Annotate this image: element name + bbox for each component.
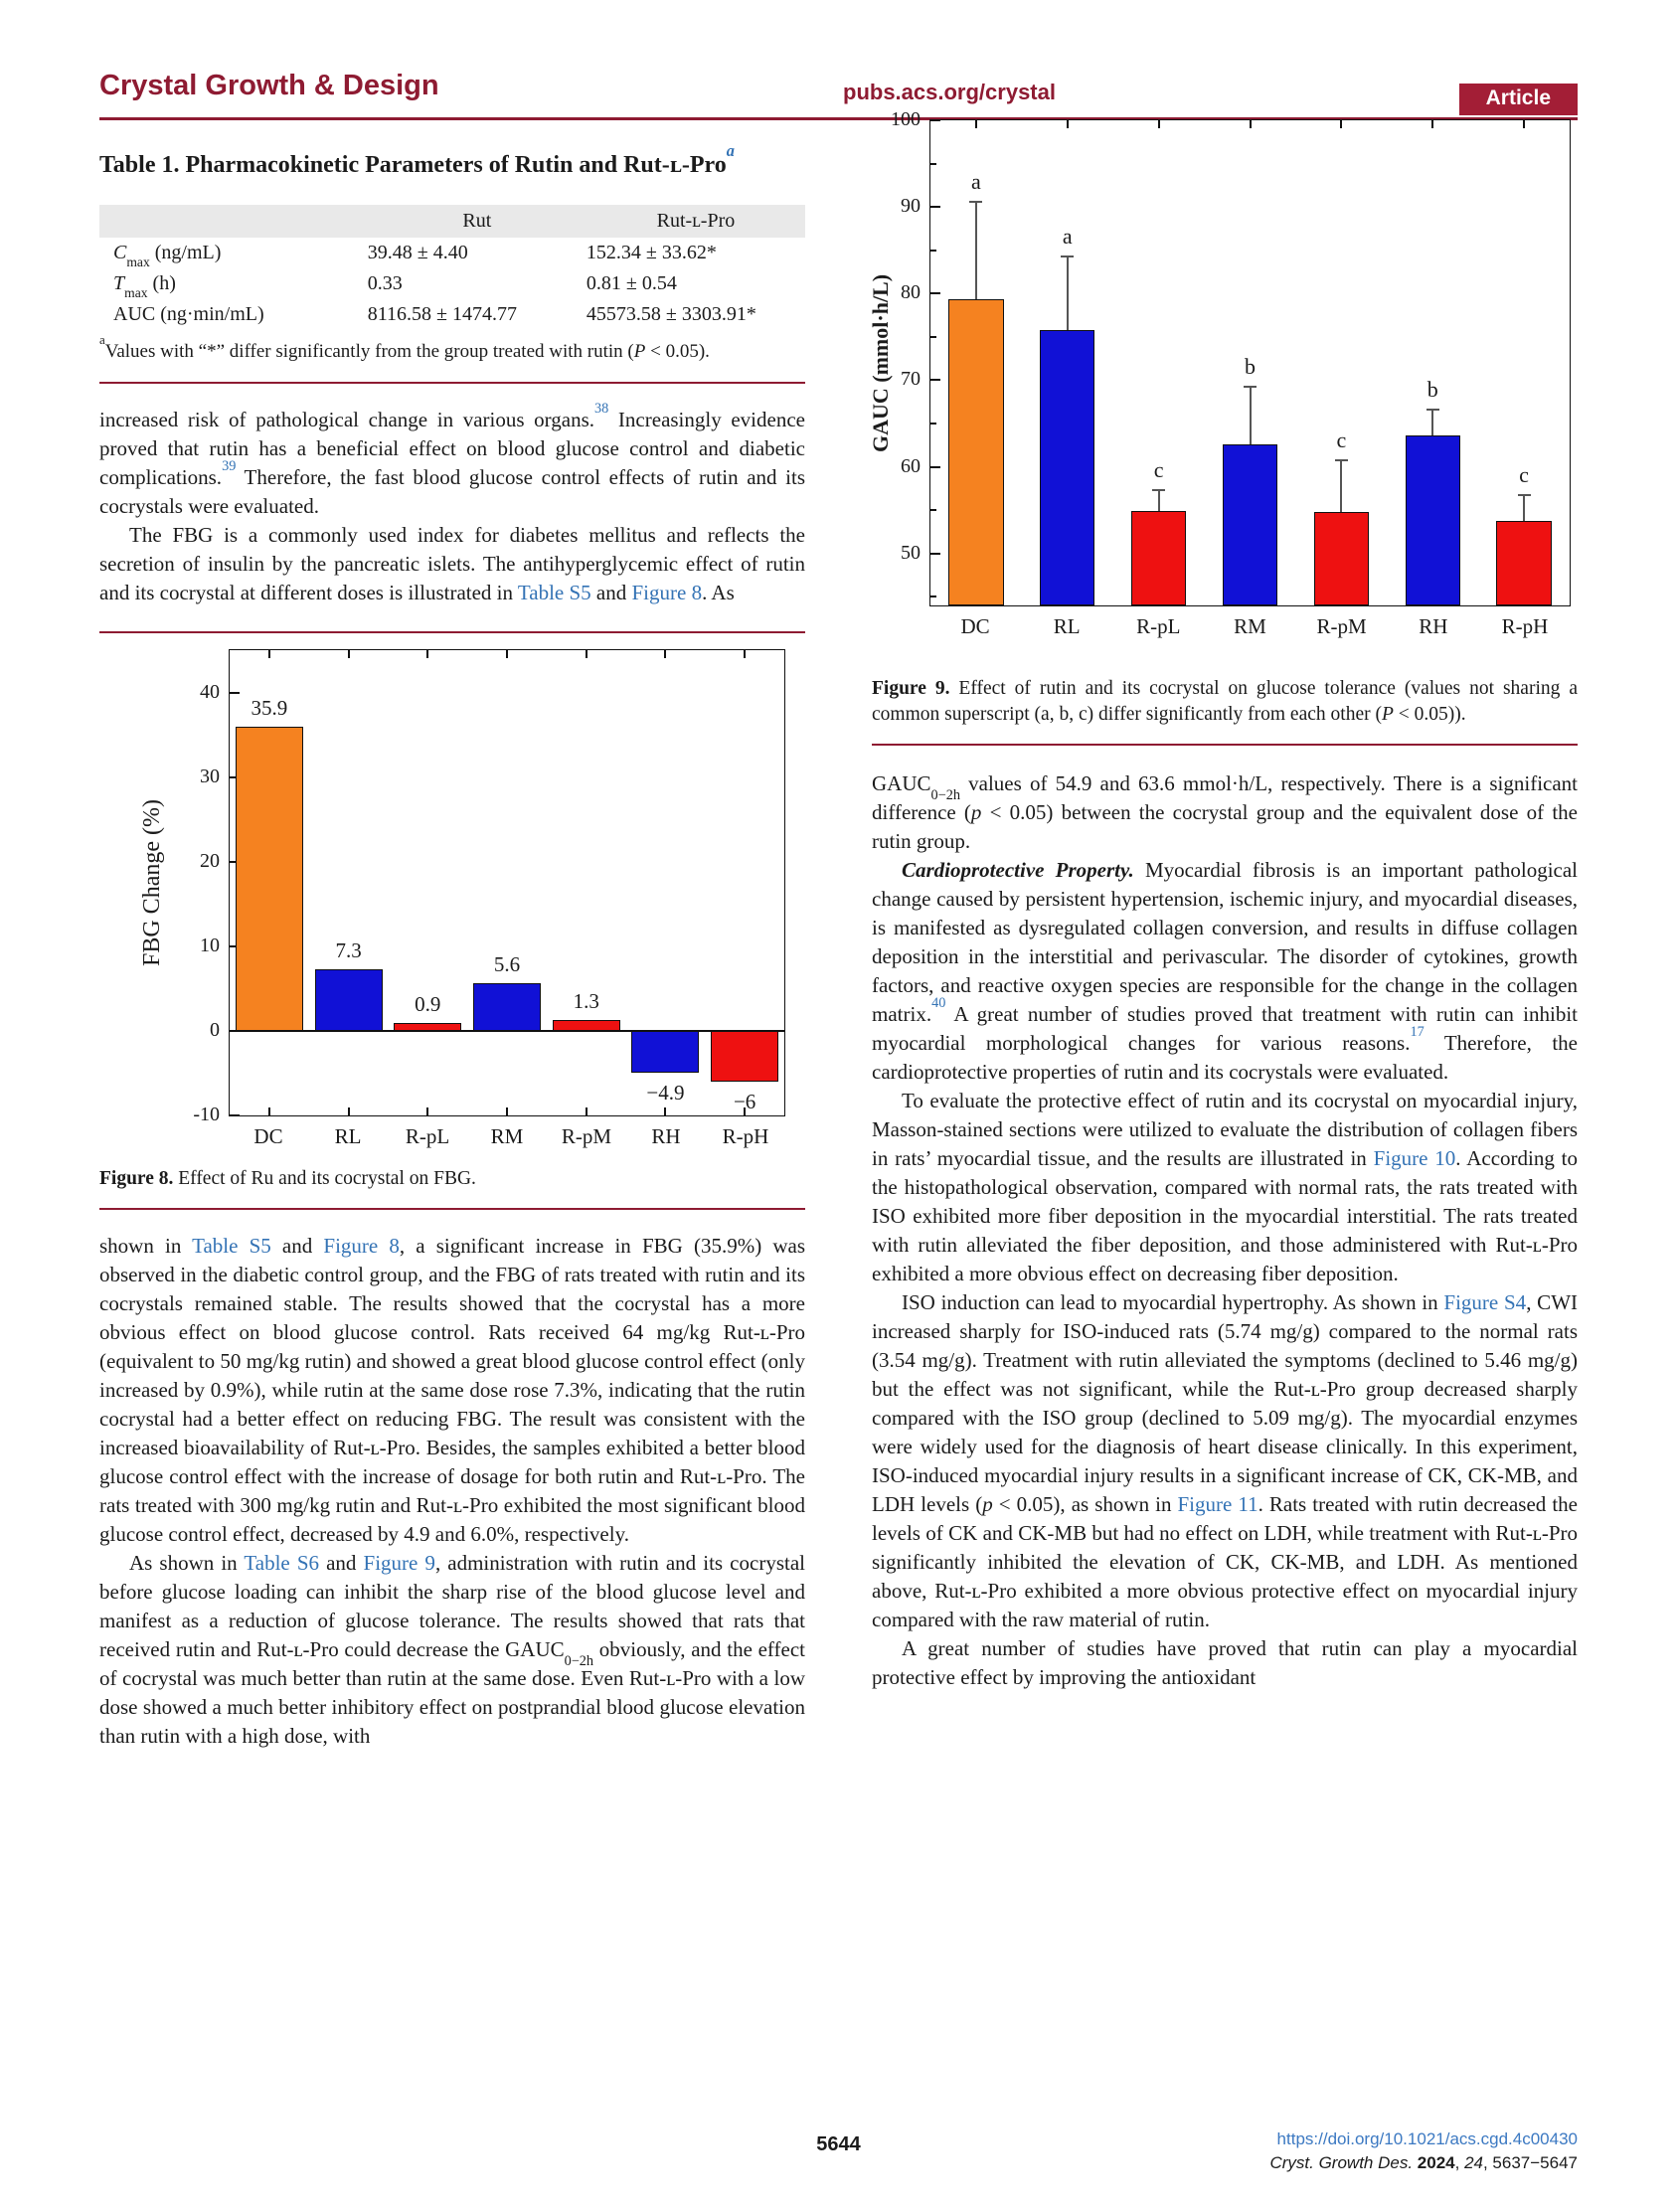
right-column [868, 108, 1579, 1692]
x-category-label: RM [490, 1124, 524, 1148]
bar-DC [948, 299, 1003, 605]
y-tick-label: 40 [200, 680, 220, 703]
paragraph: ISO induction can lead to myocardial hypertrophy. As shown in Figure S4, CWI increased sharply for ISO-induced rats (5.74 mg/g) compared to the normal rats (3.54 mg/g). Treatment with rutin alleviated the symptoms (declined to 5.46 mg/g) but the effect was not significant, while the Rut-ʟ-Pro group decreased sharply compared with the ISO group (declined to 5.09 mg/g). The myocardial enzymes were widely used for the diagnosis of heart disease clinically. In this experiment, ISO-induced myocardial injury results in a significant increase of CK, CK-MB, and LDH levels (p < 0.05), as shown in Figure 11. Rats treated with rutin decreased the levels of CK and CK-MB but had no effect on LDH, while treatment with Rut-ʟ-Pro significantly inhibited the elevation of CK, CK-MB, and LDH. As mentioned above, Rut-ʟ-Pro exhibited a more obvious protective effect on myocardial injury compared with the raw material of rutin. [872, 1290, 1579, 1631]
bar-value-label: 0.9 [415, 992, 441, 1017]
bar-RH [631, 1031, 699, 1073]
param-tmax: $T_{max}$ (h) [113, 272, 176, 301]
param-cmax: $C_{max}$ (ng/mL) [113, 242, 222, 270]
significance-letter: a [971, 168, 981, 194]
y-tick-label: 30 [200, 765, 220, 787]
doi-link[interactable]: https://doi.org/10.1021/acs.cgd.4c00430 [1276, 2129, 1578, 2148]
significance-letter: c [1336, 427, 1347, 453]
y-tick-label: 100 [891, 108, 921, 130]
figure9-chart [868, 108, 1578, 662]
paragraph: $GAUC_{0-2h}$ values of 54.9 and 63.6 mmol·h/L, respectively. There is a significant difference (p < 0.05) between the cocrystal group and the equivalent dose of the rutin group. [872, 771, 1578, 853]
bar-RL [315, 969, 383, 1031]
x-category-label: R-pM [1316, 614, 1367, 638]
significance-letter: b [1245, 353, 1256, 379]
x-category-label: RM [1234, 614, 1266, 638]
table1-row [99, 299, 805, 330]
journal-url[interactable]: pubs.acs.org/crystal [843, 80, 1056, 104]
figure8-caption: Figure 8. Effect of Ru and its cocrystal on FBG. [99, 1168, 476, 1189]
value-auc-rut: 8116.58 ± 1474.77 [367, 303, 518, 325]
y-tick-label: -10 [193, 1104, 220, 1125]
journal-title: Crystal Growth & Design [99, 70, 439, 101]
paragraph: As shown in Table S6 and Figure 9, administration with rutin and its cocrystal before glucose loading can inhibit the sharp rise of the blood glucose level and manifest as a reduction of glucose tolerance. The results showed that rats that received rutin and Rut-ʟ-Pro could decrease the $GAUC_{0-2h}$ obviously, and the effect of cocrystal was much better than rutin at the same dose. Even Rut-ʟ-Pro with a low dose showed a much better inhibitory effect on postprandial blood glucose elevation than rutin with a high dose, with [99, 1551, 805, 1748]
paragraph: To evaluate the protective effect of rutin and its cocrystal on myocardial injury, Masson-stained sections were utilized to evaluate the distribution of collagen fibers in rats’ myocardial tissue, and the results are illustrated in Figure 10. According to the histopathological observation, compared with normal rats, the rats treated with ISO exhibited more fiber deposition in the myocardial interstitial. The rats treated with rutin alleviated the fiber deposition, and those administered with Rut-ʟ-Pro exhibited a more obvious effect on decreasing fiber deposition. [872, 1089, 1579, 1285]
footer-citation-block [1269, 2127, 1578, 2175]
param-auc: AUC (ng·min/mL) [113, 303, 264, 325]
bar-value-label: 5.6 [493, 952, 521, 977]
bar-value-label: −4.9 [646, 1080, 685, 1105]
y-tick-label: 20 [200, 849, 220, 872]
table1-footnote: $^a$Values with “*” differ significantly from the group treated with rutin (P < 0.05). [99, 331, 710, 362]
significance-letter: c [1519, 462, 1529, 488]
table1-title: Table 1. Pharmacokinetic Parameters of Rutin and Rut-ʟ-Pro$^a$ [99, 140, 735, 178]
value-cmax-rut: 39.48 ± 4.40 [367, 242, 468, 263]
value-cmax-pro: 152.34 ± 33.62* [586, 242, 717, 263]
figure9-caption: Figure 9. Effect of rutin and its cocrystal on glucose tolerance (values not sharing a common superscript (a, b, c) differ significantly from each other (P < 0.05)). [872, 678, 1578, 725]
figure8-y-axis-label: FBG Change (%) [139, 799, 165, 966]
paragraph: shown in Table S5 and Figure 8, a significant increase in FBG (35.9%) was observed in the diabetic control group, and the FBG of rats treated with rutin and its cocrystals remained stable. The results showed that the cocrystal has a more obvious effect on blood glucose control. Rats received 64 mg/kg Rut-ʟ-Pro (equivalent to 50 mg/kg rutin) and showed a great blood glucose control effect (only increased by 0.9%), while rutin at the same dose rose 7.3%, indicating that the rutin cocrystal had a better effect on reducing FBG. The result was consistent with the increased bioavailability of Rut-ʟ-Pro. Besides, the samples exhibited a better blood glucose control effect with the increase of dosage for both rutin and Rut-ʟ-Pro. The rats treated with 300 mg/kg rutin and Rut-ʟ-Pro exhibited the most significant blood glucose control effect, decreased by 4.9 and 6.0%, respectively. [99, 1234, 805, 1546]
bar-R-pM [1314, 512, 1369, 605]
table1-header-row [99, 205, 805, 238]
paragraph: increased risk of pathological change in various organs.$^{38}$ Increasingly evidence proved that rutin has a beneficial effect on blood glucose control and diabetic complications.$^{39}$ Therefore, the fast blood glucose control effects of rutin and its cocrystals were evaluated. [99, 400, 805, 518]
page-number: 5644 [816, 2133, 861, 2155]
table1 [99, 205, 805, 330]
significance-letter: a [1062, 223, 1073, 249]
y-tick-label: 60 [901, 454, 921, 477]
paragraph: A great number of studies have proved that rutin can play a myocardial protective effect by improving the antioxidant [872, 1636, 1578, 1689]
figure9-plot-area [891, 108, 1571, 606]
figure-rule [872, 744, 1578, 746]
x-category-label: DC [253, 1124, 283, 1148]
y-tick-label: 10 [200, 934, 220, 956]
x-category-label: RL [1053, 614, 1081, 638]
bar-RL [1040, 330, 1094, 605]
x-category-label: R-pL [1136, 614, 1181, 638]
article-badge: Article [1459, 84, 1578, 115]
x-category-label: R-pH [1501, 614, 1549, 638]
y-tick-label: 50 [901, 541, 921, 564]
figure8-chart [99, 649, 805, 1166]
table1-header-rut: Rut [462, 210, 492, 232]
x-category-label: R-pH [722, 1124, 769, 1148]
y-tick-label: 70 [901, 368, 921, 391]
value-tmax-pro: 0.81 ± 0.54 [586, 272, 677, 294]
value-tmax-rut: 0.33 [367, 272, 403, 294]
bar-R-pH [711, 1031, 778, 1082]
table1-header-pro: Rut-ʟ-Pro [656, 210, 736, 232]
y-tick-label: 80 [901, 281, 921, 304]
bar-value-label: −6 [733, 1089, 756, 1113]
x-category-label: DC [960, 614, 990, 638]
bar-RM [473, 983, 541, 1031]
section-rule [99, 382, 805, 384]
left-column [99, 140, 805, 1751]
significance-letter: b [1426, 377, 1438, 403]
table1-row [99, 238, 805, 268]
bar-value-label: 7.3 [335, 937, 362, 962]
paragraph: The FBG is a commonly used index for diabetes mellitus and reflects the secretion of insulin by the pancreatic islets. The antihyperglycemic effect of rutin and its cocrystal at different doses is illustrated in Table S5 and Figure 8. As [99, 523, 805, 604]
x-category-label: RH [1419, 614, 1448, 638]
bar-value-label: 35.9 [251, 696, 288, 721]
x-category-label: RH [651, 1124, 681, 1148]
value-auc-pro: 45573.58 ± 3303.91* [586, 303, 756, 325]
x-category-label: R-pM [561, 1124, 612, 1148]
bar-RM [1223, 444, 1277, 605]
x-category-label: RL [334, 1124, 362, 1148]
figure8-plot-area [193, 649, 785, 1125]
table1-row [99, 268, 805, 299]
table1-header-param [99, 205, 368, 238]
y-tick-label: 90 [901, 195, 921, 218]
significance-letter: c [1153, 457, 1164, 483]
figure-rule [99, 631, 805, 633]
bar-R-pL [1131, 511, 1186, 605]
paragraph: Cardioprotective Property. Myocardial fibrosis is an important pathological change caused by persistent hypertension, ischemic injury, and myocardial diseases, is manifested as dysregulated collagen conversion, and results in diffuse collagen deposition in the interstitial and perivascular. The disorder of cytokines, growth factors, and reactive oxygen species are responsible for the change in the collagen matrix.$^{40}$ A great number of studies proved that treatment with rutin can inhibit myocardial morphological changes for various reasons.$^{17}$ Therefore, the cardioprotective properties of rutin and its cocrystals were evaluated. [872, 858, 1579, 1084]
figure-rule [99, 1208, 805, 1210]
y-tick-label: 0 [210, 1018, 220, 1041]
bar-DC [236, 727, 303, 1030]
citation: Cryst. Growth Des. 2024, 24, 5637−5647 [1269, 2153, 1578, 2172]
bar-value-label: 1.3 [573, 988, 599, 1013]
figure9-y-axis-label: GAUC (mmol·h/L) [868, 273, 893, 452]
bar-RH [1406, 435, 1460, 605]
bar-R-pH [1496, 521, 1551, 605]
x-category-label: R-pL [405, 1124, 450, 1148]
